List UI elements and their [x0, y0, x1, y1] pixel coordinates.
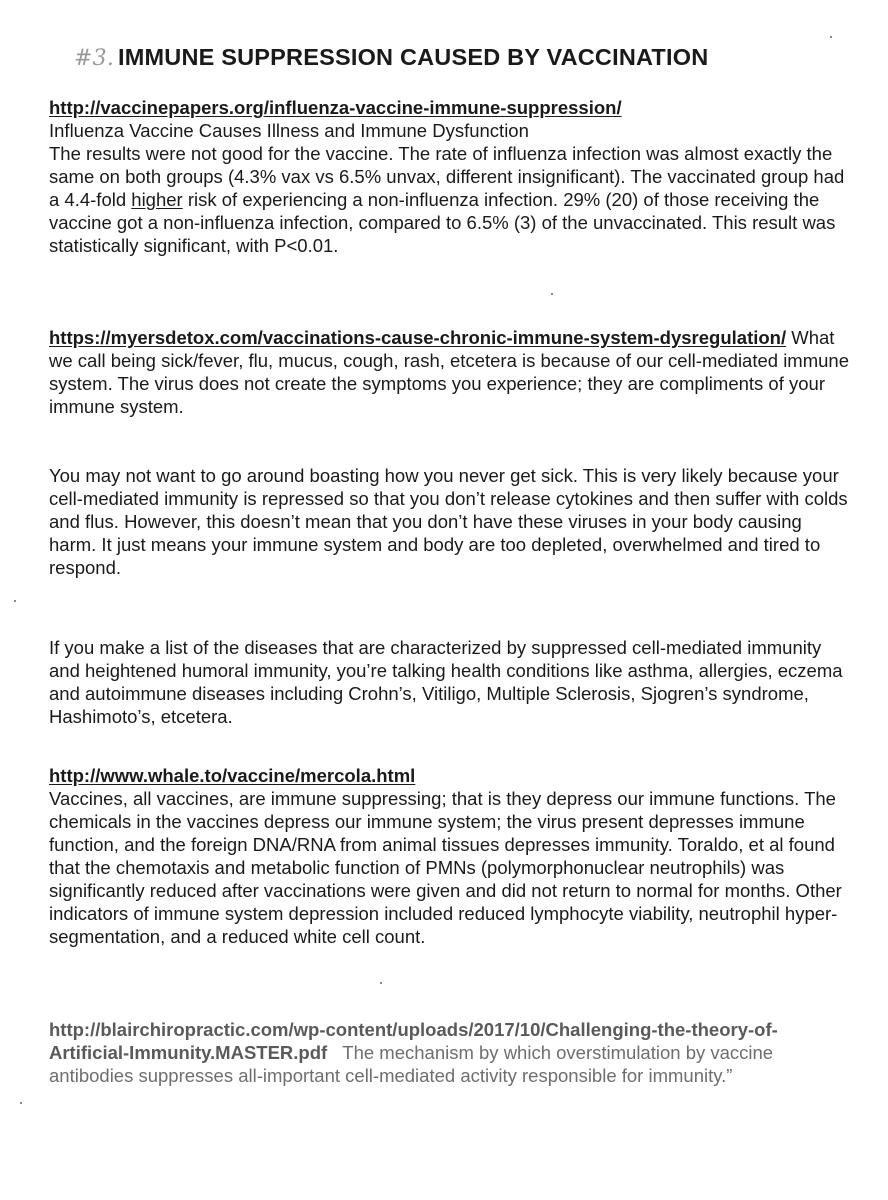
section-body: The mechanism by which overstimulation by vaccine antibodies suppresses all-important cell-mediated activity responsible for immunity.” — [49, 1042, 779, 1086]
scan-speck — [14, 600, 16, 602]
section-paragraph-diseases — [49, 636, 849, 728]
handwritten-number: #3. — [74, 46, 115, 71]
section-body: The results were not good for the vaccine. The rate of influenza infection was almost exactly the same on both groups (4.3% vax vs 6.5% unvax, different insignificant). The vaccinated group had a 4.4-fold — [49, 143, 845, 210]
section-myersdetox — [49, 326, 849, 418]
source-link[interactable]: https://myersdetox.com/vaccinations-cause-chronic-immune-system-dysregulation/ — [49, 327, 787, 348]
section-body: If you make a list of the diseases that are characterized by suppressed cell-mediated immunity and heightened humoral immunity, you’re talking health conditions like asthma, allergies, eczema and autoimmune diseases including Crohn’s, Vitiligo, Multiple Sclerosis, Sjogren’s syndrome, Hashimoto’s, etcetera. — [49, 637, 843, 727]
source-link[interactable]: http://www.whale.to/vaccine/mercola.html — [49, 765, 416, 786]
section-subtitle: Influenza Vaccine Causes Illness and Immune Dysfunction — [49, 120, 529, 141]
scan-speck — [20, 1102, 22, 1104]
section-body: Vaccines, all vaccines, are immune suppressing; that is they depress our immune functions. The chemicals in the vaccines depress our immune system; the virus present depresses immune function, and the foreign DNA/RNA from animal tissues depresses immunity. Toraldo, et al found that the chemotaxis and metabolic function of PMNs (polymorphonuclear neutrophils) was significantly reduced after vaccinations were given and did not return to normal for months. Other indicators of immune system depression included reduced lymphocyte viability, neutrophil hyper-segmentation, and a reduced white cell count. — [49, 788, 842, 947]
scan-speck — [551, 293, 553, 295]
source-link[interactable]: http://blairchiropractic.com/wp-content/uploads/2017/10/Challenging-the-theory-of-Artificial-Immunity.MASTER.pdf — [49, 1019, 778, 1063]
emphasis-text: higher — [131, 189, 183, 210]
page-title — [74, 42, 794, 74]
section-body: What we call being sick/fever, flu, mucus, cough, rash, etcetera is because of our cell-mediated immune system. The virus does not create the symptoms you experience; they are compliments of your immune system. — [49, 327, 849, 417]
scan-speck — [830, 36, 832, 38]
title-text: IMMUNE SUPPRESSION CAUSED BY VACCINATION — [118, 44, 709, 70]
section-vaccinepapers — [49, 96, 849, 257]
section-paragraph-sick — [49, 464, 849, 579]
section-body-continued: risk of experiencing a non-influenza infection. 29% (20) of those receiving the vaccine got a non-influenza infection, compared to 6.5% (3) of the unvaccinated. This result was statistically significant, with P<0.01. — [49, 189, 836, 256]
section-blairchiropractic — [49, 1018, 849, 1087]
section-whale — [49, 764, 849, 948]
source-link[interactable]: http://vaccinepapers.org/influenza-vaccine-immune-suppression/ — [49, 97, 622, 118]
scan-speck — [380, 982, 382, 984]
section-body: You may not want to go around boasting how you never get sick. This is very likely because your cell-mediated immunity is repressed so that you don’t release cytokines and then suffer with colds and flus. However, this doesn’t mean that you don’t have these viruses in your body causing harm. It just means your immune system and body are too depleted, overwhelmed and tired to respond. — [49, 465, 848, 578]
